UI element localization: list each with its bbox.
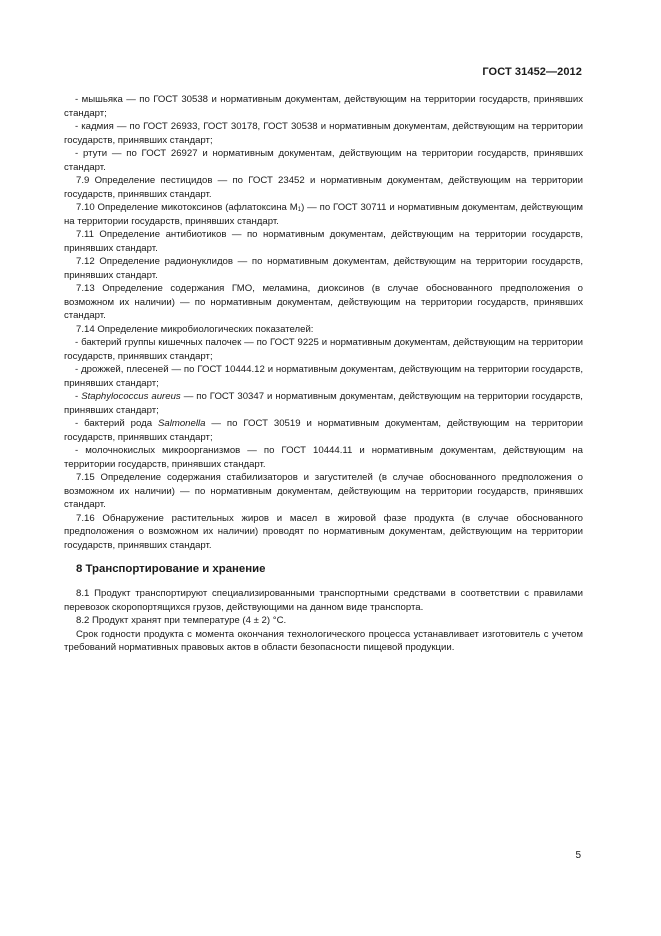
document-number-header: ГОСТ 31452—2012 bbox=[482, 66, 582, 78]
list-item bbox=[64, 417, 583, 444]
text-run: 7.11 Определение антибиотиков — по нормативным документам, действующим на территории государств, принявших стандарт. bbox=[64, 229, 583, 254]
clause-paragraph bbox=[64, 282, 583, 323]
text-run: 8 Транспортирование и хранение bbox=[76, 563, 266, 575]
clause-paragraph bbox=[64, 323, 583, 337]
clause-paragraph bbox=[64, 512, 583, 553]
text-run: - мышьяка — по ГОСТ 30538 и нормативным документам, действующим на территории государств, принявших стандарт; bbox=[64, 94, 583, 119]
clause-paragraph bbox=[64, 174, 583, 201]
text-run: 7.9 Определение пестицидов — по ГОСТ 23452 и нормативным документам, действующим на территории государств, принявших стандарт. bbox=[64, 175, 583, 200]
list-item bbox=[64, 336, 583, 363]
section-heading bbox=[76, 562, 583, 577]
text-run: - bbox=[75, 391, 82, 402]
text-run: — по ГОСТ 30347 и нормативным документам, действующим на территории государств, принявших стандарт; bbox=[64, 391, 583, 416]
text-run: 7.14 Определение микробиологических показателей: bbox=[76, 323, 314, 335]
text-run: 7.12 Определение радионуклидов — по нормативным документам, действующим на территории государств, принявших стандарт. bbox=[64, 256, 583, 281]
clause-paragraph bbox=[64, 614, 583, 628]
text-run: - бактерий группы кишечных палочек — по ГОСТ 9225 и нормативным документам, действующим на территории государств, принявших стандарт; bbox=[64, 337, 583, 362]
text-run: 7.16 Обнаружение растительных жиров и масел в жировой фазе продукта (в случае обоснованного предположения о возможном их наличии) проводят по нормативным документам, действующим на территории государств, принявших стандарт. bbox=[64, 512, 583, 551]
text-run: Срок годности продукта с момента окончания технологического процесса устанавливает изготовитель с учетом требований нормативных правовых актов в области безопасности пищевой продукции. bbox=[64, 628, 583, 653]
text-run: - молочнокислых микроорганизмов — по ГОСТ 10444.11 и нормативным документам, действующим на территории государств, принявших стандарт. bbox=[64, 445, 583, 470]
list-item bbox=[64, 444, 583, 471]
clause-paragraph bbox=[64, 201, 583, 228]
list-item bbox=[64, 390, 583, 417]
subscript: 1 bbox=[297, 207, 302, 213]
text-run: 8.2 Продукт хранят при температуре (4 ± 2) °С. bbox=[76, 615, 287, 626]
italic-term: Salmonella bbox=[157, 418, 206, 429]
document-body bbox=[64, 93, 583, 655]
text-run: 7.10 Определение микотоксинов (афлатоксина М bbox=[76, 202, 298, 213]
text-run: 7.15 Определение содержания стабилизаторов и загустителей (в случае обоснованного предположения о возможном их наличии) — по нормативным документам, действующим на территории государств, принявших стандарт. bbox=[64, 472, 583, 510]
text-run: — по ГОСТ 30519 и нормативным документам, действующим на территории государств, принявших стандарт; bbox=[64, 418, 583, 443]
text-run: ) — по ГОСТ 30711 и нормативным документам, действующим на территории государств, принявших стандарт. bbox=[64, 202, 583, 227]
text-run: - кадмия — по ГОСТ 26933, ГОСТ 30178, ГОСТ 30538 и нормативным документам, действующим на территории государств, принявших стандарт; bbox=[64, 121, 583, 146]
clause-paragraph bbox=[64, 587, 583, 614]
list-item bbox=[64, 363, 583, 390]
clause-paragraph bbox=[64, 228, 583, 255]
list-item bbox=[64, 147, 583, 174]
list-item bbox=[64, 120, 583, 147]
text-run: 7.13 Определение содержания ГМО, меламина, диоксинов (в случае обоснованного предположения о возможном их наличии) — по нормативным документам, действующим на территории государств, принявших стандарт. bbox=[64, 283, 583, 321]
text-run: - ртути — по ГОСТ 26927 и нормативным документам, действующим на территории государств, принявших стандарт. bbox=[64, 148, 583, 173]
italic-term: Staphylococcus aureus bbox=[81, 391, 181, 402]
text-run: 8.1 Продукт транспортируют специализированными транспортными средствами в соответствии с правилами перевозок скоропортящихся грузов, действующими на данном виде транспорта. bbox=[64, 588, 583, 613]
page-number: 5 bbox=[575, 850, 581, 861]
clause-paragraph bbox=[64, 471, 583, 512]
text-run: - бактерий рода bbox=[75, 418, 158, 429]
text-run: - дрожжей, плесеней — по ГОСТ 10444.12 и нормативным документам, действующим на территории государств, принявших стандарт; bbox=[64, 364, 583, 389]
list-item bbox=[64, 93, 583, 120]
clause-paragraph bbox=[64, 255, 583, 282]
clause-paragraph bbox=[64, 628, 583, 655]
